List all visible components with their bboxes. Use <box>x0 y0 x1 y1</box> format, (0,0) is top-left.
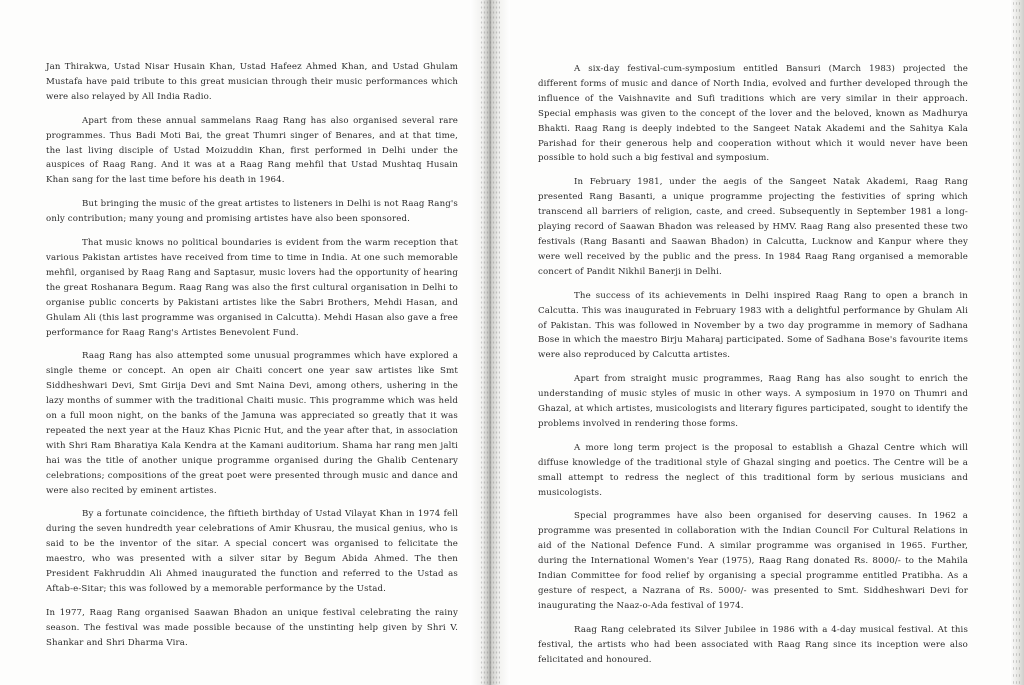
left-paragraph-6: By a fortunate coincidence, the fiftieth birthday of Ustad Vilayat Khan in 1974 fell during the seven hundredth year celebrations of Amir Khusrau, the musical genius, who is said to be the inventor of the sitar. A special concert was organised to felicitate the maestro, who was presented with a silver sitar by Begum Abida Ahmed. The then President Fakhruddin Ali Ahmed inaugurated the function and referred to the Ustad as Aftab-e-Sitar; this was followed by a memorable performance by the Ustad. <box>46 509 458 594</box>
left-paragraph-4: That music knows no political boundaries is evident from the warm reception that various Pakistan artistes have received from time to time in India. At one such memorable mehfil, organised by Raag Rang and Saptasur, music lovers had the opportunity of hearing the great Roshanara Begum. Raag Rang was also the first cultural organisation in Delhi to organise public concerts by Pakistani artistes like the Sabri Brothers, Mehdi Hasan, and Ghulam Ali (this last programme was organised in Calcutta). Mehdi Hasan also gave a free performance for Raag Rang's Artistes Benevolent Fund. <box>46 238 458 338</box>
left-paragraph-3: But bringing the music of the great artistes to listeners in Delhi is not Raag Rang's only contribution; many young and promising artistes have also been sponsored. <box>46 199 458 225</box>
right-paragraph-1: A six-day festival-cum-symposium entitled Bansuri (March 1983) projected the different forms of music and dance of North India, evolved and further developed through the influence of the Vaishnavite and Sufi traditions which are very similar in their approach. Special emphasis was given to the concept of the lover and the beloved, known as Madhurya Bhakti. Raag Rang is deeply indebted to the Sangeet Natak Akademi and the Sahitya Kala Parishad for their generous help and cooperation without which it would never have been possible to hold such a big festival and symposium. <box>538 64 968 164</box>
left-paragraph-2: Apart from these annual sammelans Raag Rang has also organised several rare programmes. Thus Badi Moti Bai, the great Thumri singer of Benares, and at that time, the last living disciple of Ustad Moizuddin Khan, first performed in Delhi under the auspices of Raag Rang. And it was at a Raag Rang mehfil that Ustad Mushtaq Husain Khan sang for the last time before his death in 1964. <box>46 115 458 186</box>
right-page <box>508 0 1004 685</box>
right-paragraph-6: Special programmes have also been organised for deserving causes. In 1962 a programme was presented in collaboration with the Indian Council For Cultural Relations in aid of the National Defence Fund. A similar programme was organised in 1965. Further, during the International Women's Year (1975), Raag Rang donated Rs. 8000/- to the Mahila Indian Committee for food relief by organising a special programme entitled Pratibha. As a gesture of respect, a Nazrana of Rs. 5000/- was presented to Smt. Siddheshwari Devi for inaugurating the Naaz-o-Ada festival of 1974. <box>538 511 968 611</box>
right-paragraph-3: The success of its achievements in Delhi inspired Raag Rang to open a branch in Calcutta. This was inaugurated in February 1983 with a delightful performance by Ghulam Ali of Pakistan. This was followed in November by a two day programme in memory of Sadhana Bose in which the maestro Birju Maharaj participated. Some of Sadhana Bose's favourite items were also reproduced by Calcutta artistes. <box>538 290 968 361</box>
left-page-text-column <box>46 60 458 660</box>
left-paragraph-5: Raag Rang has also attempted some unusual programmes which have explored a single theme or concept. An open air Chaiti concert one year saw artistes like Smt Siddheshwari Devi, Smt Girija Devi and Smt Naina Devi, among others, ushering in the lazy months of summer with the traditional Chaiti music. This programme which was held on a full moon night, on the banks of the Jamuna was appreciated so greatly that it was repeated the next year at the Hauz Khas Picnic Hut, and the year after that, in association with Shri Ram Bharatiya Kala Kendra at the Kamani auditorium. Shama har rang men jalti hai was the title of another unique programme organised during the Ghalib Centenary celebrations; compositions of the great poet were presented through music and dance and were also recited by eminent artistes. <box>46 351 458 496</box>
right-paragraph-4: Apart from straight music programmes, Raag Rang has also sought to enrich the understanding of music styles of music in other ways. A symposium in 1970 on Thumri and Ghazal, at which artistes, musicologists and literary figures participated, sought to identify the problems involved in rendering those forms. <box>538 374 968 429</box>
right-paragraph-5: A more long term project is the proposal to establish a Ghazal Centre which will diffuse knowledge of the traditional style of Ghazal singing and poetics. The Centre will be a small attempt to redress the neglect of this traditional form by serious musicians and musicologists. <box>538 442 968 498</box>
left-paragraph-1: Jan Thirakwa, Ustad Nisar Husain Khan, Ustad Hafeez Ahmed Khan, and Ustad Ghulam Mustafa have paid tribute to this great musician through their music performances which were also relayed by All India Radio. <box>46 62 458 102</box>
gutter-scan-noise <box>480 0 500 685</box>
right-paragraph-7: Raag Rang celebrated its Silver Jubilee in 1986 with a 4-day musical festival. At this festival, the artists who had been associated with Raag Rang since its inception were also felicitated and honoured. <box>538 624 968 665</box>
left-page <box>0 0 478 685</box>
left-paragraph-7: In 1977, Raag Rang organised Saawan Bhadon an unique festival celebrating the rainy season. The festival was made possible because of the unstinting help given by Shri V. Shankar and Shri Dharma Vira. <box>46 607 458 648</box>
right-paragraph-2: In February 1981, under the aegis of the Sangeet Natak Akademi, Raag Rang presented Rang Basanti, a unique programme projecting the festivities of spring which transcend all barriers of religion, caste, and creed. Subsequently in September 1981 a long-playing record of Saawan Bhadon was released by HMV. Raag Rang also presented these two festivals (Rang Basanti and Saawan Bhadon) in Calcutta, Lucknow and Kanpur where they were well received by the public and the press. In 1984 Raag Rang organised a memorable concert of Pandit Nikhil Banerji in Delhi. <box>538 177 968 277</box>
page-edge-scan-noise <box>1012 0 1020 685</box>
right-page-text-column <box>538 62 968 677</box>
